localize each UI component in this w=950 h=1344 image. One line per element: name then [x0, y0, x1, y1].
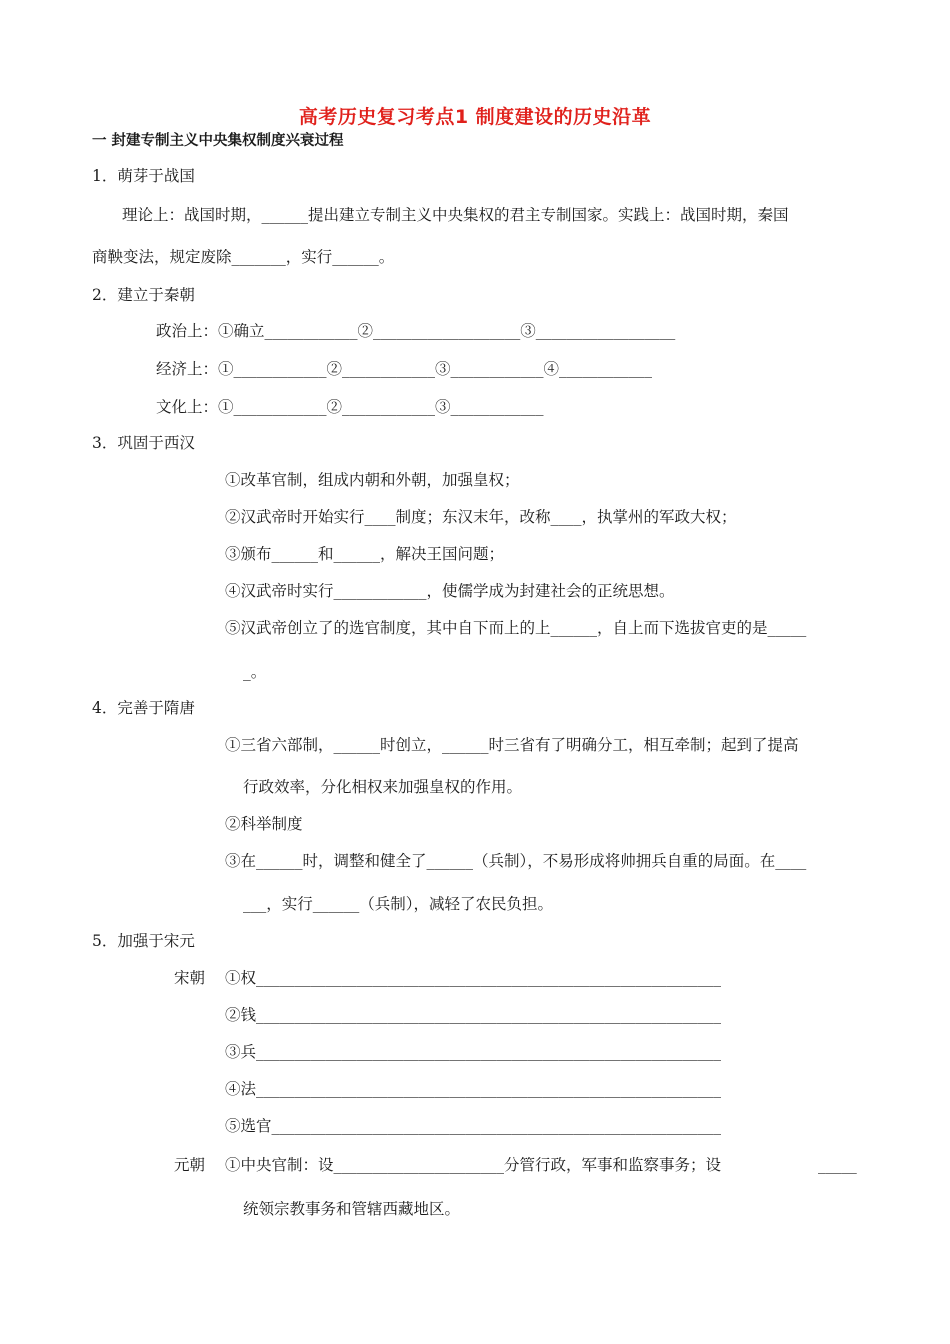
yuan-label: 元朝 — [174, 1156, 206, 1174]
han-item-2: ②汉武帝时开始实行____制度；东汉末年，改称____，执掌州的军政大权； — [225, 508, 737, 526]
song-item-money: ②钱____________________________________________________________ — [225, 1006, 722, 1024]
heading-qin: 2．建立于秦朝 — [92, 286, 195, 304]
heading-sui-tang: 4．完善于隋唐 — [92, 699, 195, 717]
han-item-5: ⑤汉武帝创立了的选官制度，其中自下而上的上______，自上而下选拔官吏的是_____ — [225, 619, 807, 637]
han-item-3: ③颁布______和______，解决王国问题； — [225, 545, 505, 563]
page-title: 高考历史复习考点1 制度建设的历史沿革 — [298, 106, 652, 128]
song-item-law: ④法____________________________________________________________ — [225, 1080, 722, 1098]
sui-tang-item-3: ③在______时，调整和健全了______（兵制），不易形成将帅拥兵自重的局面。在____ — [225, 852, 807, 870]
han-item-1: ①改革官制，组成内朝和外朝，加强皇权； — [225, 471, 520, 489]
sui-tang-item-1-cont: 行政效率，分化相权来加强皇权的作用。 — [243, 778, 523, 796]
warring-states-line-1: 理论上：战国时期，______提出建立专制主义中央集权的君主专制国家。实践上：战国时期，秦国 — [122, 206, 789, 224]
sui-tang-item-2: ②科举制度 — [225, 815, 303, 833]
han-item-4: ④汉武帝时实行____________，使儒学成为封建社会的正统思想。 — [225, 582, 675, 600]
qin-culture: 文化上：①____________②____________③____________ — [156, 398, 544, 416]
song-item-army: ③兵____________________________________________________________ — [225, 1043, 722, 1061]
sui-tang-item-3-cont: ___，实行______（兵制），减轻了农民负担。 — [243, 895, 554, 913]
heading-song-yuan: 5．加强于宋元 — [92, 932, 195, 950]
heading-western-han: 3．巩固于西汉 — [92, 434, 195, 452]
yuan-item-1-blank: _____ — [818, 1156, 857, 1174]
qin-economy: 经济上：①____________②____________③____________④____________ — [156, 360, 653, 378]
qin-politics: 政治上：①确立____________②___________________③__________________ — [156, 322, 676, 340]
yuan-item-1: ①中央官制：设______________________分管行政，军事和监察事务；设 — [225, 1156, 722, 1174]
han-item-5-cont: _。 — [243, 663, 267, 681]
section-heading: 一 封建专制主义中央集权制度兴衰过程 — [92, 133, 344, 149]
sui-tang-item-1: ①三省六部制，______时创立，______时三省有了明确分工，相互牵制；起到了提高 — [225, 736, 799, 754]
heading-warring-states: 1．萌芽于战国 — [92, 167, 195, 185]
song-item-selection: ⑤选官__________________________________________________________ — [225, 1117, 722, 1135]
yuan-item-1-cont: 统领宗教事务和管辖西藏地区。 — [243, 1200, 461, 1218]
warring-states-line-2: 商鞅变法，规定废除_______，实行______。 — [92, 248, 395, 266]
song-label: 宋朝 — [174, 969, 206, 987]
song-item-power: ①权____________________________________________________________ — [225, 969, 722, 987]
